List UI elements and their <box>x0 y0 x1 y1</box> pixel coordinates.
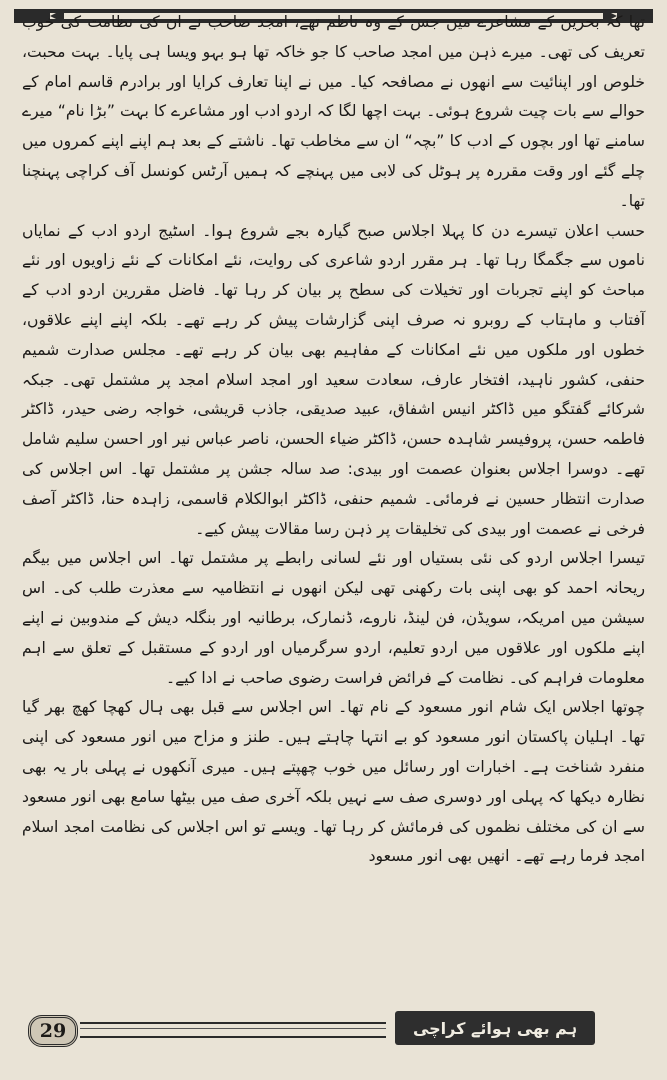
footer-rule-inner-line <box>80 1028 386 1029</box>
page-number: 29 <box>28 1015 78 1047</box>
body-text <box>22 8 645 872</box>
footer-rule <box>80 1022 386 1038</box>
paragraph-4: چوتھا اجلاس ایک شام انور مسعود کے نام تھا۔ اس اجلاس سے قبل بھی ہال کھچا کھچ بھر گیا تھا۔ اہلیان پاکستان انور مسعود کو بے انتہا چاہتے ہیں۔ طنز و مزاح میں انور مسعود کی اپنی منفرد شناخت ہے۔ اخبارات اور رسائل میں خوب چھپتے ہیں۔ میری آنکھوں نے پہلی بار یہ بھی نظارہ دیکھا کہ پہلی اور دوسری صف سے نہیں بلکہ آخری صف میں بیٹھا سامع بھی انور مسعود سے ان کی مختلف نظموں کی فرمائش کر رہا تھا۔ ویسے تو اس اجلاس کی نظامت امجد اسلام امجد فرما رہے تھے۔ انھیں بھی انور مسعود <box>22 698 645 866</box>
paragraph-3: تیسرا اجلاس اردو کی نئی بستیاں اور نئے لسانی رابطے پر مشتمل تھا۔ اس اجلاس میں بیگم ریحانہ احمد کو بھی اپنی بات رکھنی تھی لیکن انھوں نے انتظامیہ سے معذرت طلب کی۔ اس سیشن میں امریکہ، سویڈن، فن لینڈ، ناروے، ڈنمارک، برطانیہ اور بنگلہ دیش کے مندوبین نے اپنے اپنے ملکوں اور علاقوں میں اردو تعلیم، اردو سرگرمیاں اور اردو کے مستقبل کے تعلق سے اہم معلومات فراہم کی۔ نظامت کے فرائض فراست رضوی صاحب نے ادا کیے۔ <box>22 549 645 687</box>
page-footer <box>0 1004 667 1054</box>
paragraph-1: تھا کہ بحرین کے مشاعرے میں جس کے وہ ناظم تھے، امجد صاحب نے ان کی نظامت کی خوب تعریف کی تھی۔ میرے ذہن میں امجد صاحب کا جو خاکہ تھا ہو بہو ویسا ہی پایا۔ بہت محبت، خلوص اور اپنائیت سے انھوں نے مصافحہ کیا۔ میں نے اپنا تعارف کرایا اور برادرم قاسم امام کے حوالے سے بات چیت شروع ہوئی۔ بہت اچھا لگا کہ اردو ادب اور مشاعرے کا بہت ”بڑا نام“ میرے سامنے تھا اور بچوں کے ادب کا ”بچہ“ ان سے مخاطب تھا۔ ناشتے کے بعد ہم اپنے اپنے کمروں میں چلے گئے اور وقت مقررہ پر ہوٹل کی لابی میں پہنچے کہ ہمیں آرٹس کونسل آف کراچی پہنچنا تھا۔ <box>22 13 645 210</box>
book-title: ہم بھی ہوائے کراچی <box>395 1011 595 1045</box>
paragraph-2: حسب اعلان تیسرے دن کا پہلا اجلاس صبح گیارہ بجے شروع ہوا۔ اسٹیج اردو ادب کے نمایاں ناموں سے جگمگا رہا تھا۔ ہر مقرر اردو شاعری کی روایت، نئے امکانات کے نئے زاویوں اور نئے مباحث کو اپنے تجربات اور تخیلات کی سطح پر بیان کر رہا تھا۔ فاضل مقررین اردو ادب کے آفتاب و ماہتاب کے روبرو نہ صرف اپنی گزارشات پیش کر رہے تھے۔ بلکہ اپنے اپنے علاقوں، خطوں اور ملکوں میں نئے امکانات کے مفاہیم بھی بیان کر رہے تھے۔ مجلس صدارت شمیم حنفی، کشور ناہید، افتخار عارف، سعادت سعید اور امجد اسلام امجد پر مشتمل تھی۔ جبکہ شرکائے گفتگو میں ڈاکٹر انیس اشفاق، عبید صدیقی، جاذب قریشی، خواجہ رضی حیدر، ڈاکٹر فاطمہ حسن، پروفیسر شاہدہ حسن، ڈاکٹر ضیاء الحسن، ناصر عباس نیر اور احسن سلیم شامل تھے۔ دوسرا اجلاس بعنوان عصمت اور بیدی: صد سالہ جشن پر مشتمل تھا۔ اس اجلاس کی صدارت انتظار حسین نے فرمائی۔ شمیم حنفی، ڈاکٹر ابوالکلام قاسمی، زاہدہ حنا، ڈاکٹر آصف فرخی نے عصمت اور بیدی کی تخلیقات پر ذہن رسا مقالات پیش کیے۔ <box>22 221 645 538</box>
